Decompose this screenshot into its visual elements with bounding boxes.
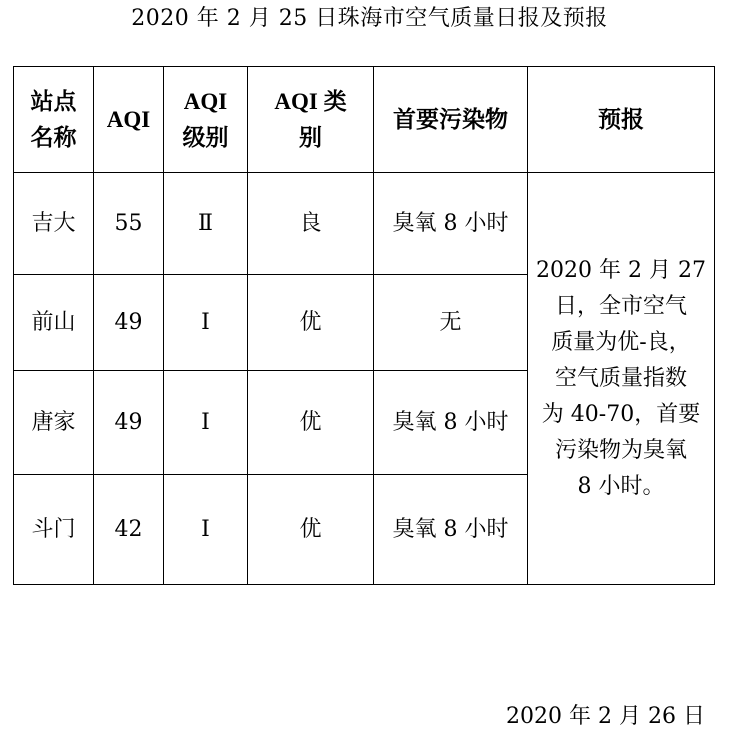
level-cell: Ⅰ (164, 275, 248, 371)
level-cell: Ⅰ (164, 371, 248, 475)
aqi-table (13, 66, 715, 585)
station-cell: 吉大 (14, 173, 94, 275)
header-station-line-1: 站点 (30, 88, 77, 114)
forecast-line: 2020 年 2 月 27 (536, 257, 706, 283)
header-aqi-level-line-2: 级别 (182, 124, 229, 150)
pollutant-cell: 臭氧 8 小时 (374, 371, 528, 475)
station-cell: 唐家 (14, 371, 94, 475)
level-cell: Ⅱ (164, 173, 248, 275)
pollutant-cell: 臭氧 8 小时 (374, 475, 528, 585)
forecast-line: 质量为优-良， (551, 329, 691, 355)
header-aqi-category (248, 67, 374, 173)
table-row (14, 173, 715, 275)
station-cell: 斗门 (14, 475, 94, 585)
forecast-line: 污染物为臭氧 (554, 437, 687, 463)
pollutant-cell: 臭氧 8 小时 (374, 173, 528, 275)
document-title: 2020 年 2 月 25 日珠海市空气质量日报及预报 (131, 6, 608, 31)
category-cell: 优 (248, 475, 374, 585)
header-aqi-category-line-1: AQI 类 (274, 88, 347, 114)
forecast-line: 空气质量指数 (554, 365, 687, 391)
header-station-line-2: 名称 (30, 124, 77, 150)
header-aqi-level (164, 67, 248, 173)
header-aqi-level-line-1: AQI (183, 88, 228, 114)
header-primary-pollutant: 首要污染物 (374, 67, 528, 173)
category-cell: 优 (248, 371, 374, 475)
forecast-cell (528, 173, 715, 585)
header-forecast: 预报 (528, 67, 715, 173)
aqi-cell: 49 (94, 371, 164, 475)
header-aqi: AQI (94, 67, 164, 173)
category-cell: 优 (248, 275, 374, 371)
pollutant-cell: 无 (374, 275, 528, 371)
station-cell: 前山 (14, 275, 94, 371)
header-aqi-category-line-2: 别 (299, 124, 322, 150)
level-cell: Ⅰ (164, 475, 248, 585)
aqi-cell: 49 (94, 275, 164, 371)
header-row (14, 67, 715, 173)
forecast-line: 8 小时。 (577, 473, 665, 499)
aqi-cell: 55 (94, 173, 164, 275)
header-station (14, 67, 94, 173)
forecast-line: 为 40-70，首要 (541, 401, 701, 427)
aqi-cell: 42 (94, 475, 164, 585)
forecast-line: 日，全市空气 (554, 293, 687, 319)
category-cell: 良 (248, 173, 374, 275)
publish-date: 2020 年 2 月 26 日 (506, 704, 705, 729)
